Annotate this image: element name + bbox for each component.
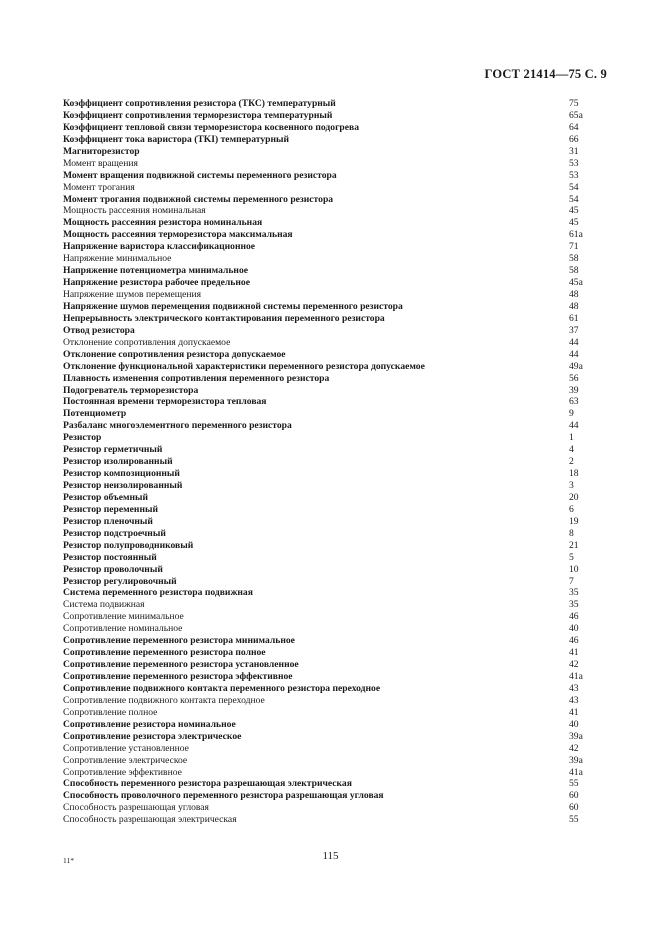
index-term: Резистор герметичный <box>63 444 163 456</box>
index-term: Сопротивление переменного резистора установленное <box>63 659 299 671</box>
index-entry <box>63 444 623 456</box>
index-term: Отклонение сопротивления допускаемое <box>63 336 231 348</box>
index-term: Отклонение функциональной характеристики переменного резистора допускаемое <box>63 360 425 372</box>
index-ref-number: 40 <box>569 623 579 635</box>
term-index-list <box>63 98 623 826</box>
index-term: Резистор регулировочный <box>63 575 177 587</box>
index-term: Потенциометр <box>63 408 127 420</box>
index-ref-number: 8 <box>569 527 574 539</box>
index-entry <box>63 265 623 277</box>
index-term: Резистор неизолированный <box>63 480 183 491</box>
index-ref-number: 44 <box>569 336 579 348</box>
index-entry <box>63 289 623 301</box>
index-entry <box>63 194 623 206</box>
index-entry <box>63 408 623 420</box>
index-ref-number: 53 <box>569 157 579 169</box>
index-ref-number: 63 <box>569 396 579 408</box>
index-term: Резистор полупроводниковый <box>63 539 194 551</box>
index-ref-number: 49а <box>569 360 583 372</box>
index-ref-number: 61а <box>569 229 583 241</box>
index-term: Резистор подстроечный <box>63 527 166 539</box>
index-entry <box>63 468 623 480</box>
index-ref-number: 41а <box>569 671 583 682</box>
index-entry <box>63 432 623 444</box>
index-ref-number: 55 <box>569 814 579 826</box>
index-ref-number: 54 <box>569 181 579 193</box>
index-term: Сопротивление резистора электрическое <box>63 730 242 742</box>
index-entry <box>63 217 623 229</box>
index-term: Способность переменного резистора разрешающая электрическая <box>63 778 352 790</box>
index-entry <box>63 146 623 158</box>
index-ref-number: 10 <box>569 563 579 575</box>
index-entry <box>63 456 623 468</box>
index-entry <box>63 158 623 170</box>
index-term: Напряжение потенциометра минимальное <box>63 265 249 277</box>
index-term: Сопротивление переменного резистора минимальное <box>63 635 295 647</box>
index-term: Коэффициент тепловой связи терморезистора косвенного подогрева <box>63 121 359 133</box>
index-term: Магниторезистор <box>63 145 140 157</box>
index-ref-number: 53 <box>569 169 579 181</box>
index-ref-number: 55 <box>569 778 579 790</box>
index-entry <box>63 110 623 122</box>
index-term: Непрерывность электрического контактирования переменного резистора <box>63 312 385 324</box>
index-ref-number: 44 <box>569 348 579 360</box>
index-entry <box>63 98 623 110</box>
index-ref-number: 7 <box>569 575 574 587</box>
index-ref-number: 3 <box>569 480 574 491</box>
index-ref-number: 41 <box>569 706 579 718</box>
index-ref-number: 35 <box>569 587 579 599</box>
index-term: Отвод резистора <box>63 324 135 336</box>
index-term: Способность разрешающая электрическая <box>63 814 237 826</box>
index-ref-number: 58 <box>569 253 579 265</box>
index-ref-number: 44 <box>569 420 579 432</box>
index-entry <box>63 695 623 707</box>
index-term: Резистор композиционный <box>63 468 180 480</box>
index-entry <box>63 385 623 397</box>
index-entry <box>63 253 623 265</box>
index-term: Сопротивление переменного резистора эффективное <box>63 671 293 682</box>
index-entry <box>63 396 623 408</box>
index-entry <box>63 134 623 146</box>
index-ref-number: 46 <box>569 611 579 623</box>
index-ref-number: 42 <box>569 742 579 754</box>
index-entry <box>63 814 623 826</box>
index-entry <box>63 205 623 217</box>
index-entry <box>63 635 623 647</box>
index-ref-number: 31 <box>569 145 579 157</box>
page-header: ГОСТ 21414—75 С. 9 <box>484 67 607 81</box>
index-term: Сопротивление установленное <box>63 742 189 754</box>
index-term: Резистор постоянный <box>63 551 157 563</box>
index-term: Резистор переменный <box>63 503 158 515</box>
index-ref-number: 43 <box>569 682 579 694</box>
signature-mark: 11* <box>63 856 74 865</box>
index-entry <box>63 420 623 432</box>
index-term: Сопротивление эффективное <box>63 766 182 778</box>
index-entry <box>63 552 623 564</box>
index-entry <box>63 731 623 743</box>
index-term: Система подвижная <box>63 599 145 611</box>
index-entry <box>63 611 623 623</box>
index-ref-number: 37 <box>569 324 579 336</box>
index-term: Сопротивление электрическое <box>63 754 188 766</box>
index-term: Мощность рассеяния терморезистора максимальная <box>63 229 293 241</box>
index-term: Момент трогания подвижной системы переменного резистора <box>63 193 334 205</box>
index-ref-number: 41 <box>569 647 579 659</box>
index-entry <box>63 229 623 241</box>
index-ref-number: 18 <box>569 468 579 480</box>
index-entry <box>63 301 623 313</box>
index-entry <box>63 790 623 802</box>
index-ref-number: 54 <box>569 193 579 205</box>
index-term: Сопротивление номинальное <box>63 623 183 635</box>
index-ref-number: 4 <box>569 444 574 456</box>
index-ref-number: 48 <box>569 289 579 300</box>
index-term: Сопротивление подвижного контакта переменного резистора переходное <box>63 682 381 694</box>
index-entry <box>63 576 623 588</box>
index-entry <box>63 599 623 611</box>
index-ref-number: 42 <box>569 659 579 671</box>
index-term: Сопротивление резистора номинальное <box>63 718 236 730</box>
index-term: Мощность рассеяния номинальная <box>63 205 206 217</box>
index-term: Коэффициент сопротивления терморезистора температурный <box>63 109 333 121</box>
index-entry <box>63 170 623 182</box>
index-entry <box>63 277 623 289</box>
index-entry <box>63 707 623 719</box>
index-entry <box>63 755 623 767</box>
index-entry <box>63 647 623 659</box>
index-term: Резистор изолированный <box>63 456 173 468</box>
index-entry <box>63 325 623 337</box>
index-ref-number: 75 <box>569 98 579 109</box>
index-entry <box>63 778 623 790</box>
index-entry <box>63 743 623 755</box>
index-entry <box>63 349 623 361</box>
index-entry <box>63 492 623 504</box>
index-term: Момент вращения <box>63 157 138 169</box>
index-term: Подогреватель терморезистора <box>63 384 199 396</box>
index-term: Способность разрешающая угловая <box>63 802 209 814</box>
index-entry <box>63 623 623 635</box>
index-ref-number: 46 <box>569 635 579 647</box>
index-entry <box>63 373 623 385</box>
index-entry <box>63 719 623 731</box>
index-entry <box>63 671 623 683</box>
index-term: Сопротивление подвижного контакта переходное <box>63 694 265 706</box>
index-term: Момент вращения подвижной системы переменного резистора <box>63 169 337 181</box>
index-ref-number: 5 <box>569 551 574 563</box>
index-ref-number: 61 <box>569 312 579 324</box>
index-term: Резистор объемный <box>63 491 149 503</box>
index-term: Плавность изменения сопротивления переменного резистора <box>63 372 330 384</box>
index-ref-number: 20 <box>569 491 579 503</box>
index-ref-number: 6 <box>569 503 574 515</box>
index-entry <box>63 659 623 671</box>
index-term: Сопротивление переменного резистора полное <box>63 647 266 659</box>
index-ref-number: 39а <box>569 730 583 742</box>
index-ref-number: 71 <box>569 241 579 253</box>
index-ref-number: 56 <box>569 372 579 384</box>
index-term: Коэффициент тока варистора (TKI) температурный <box>63 133 290 145</box>
index-term: Постоянная времени терморезистора тепловая <box>63 396 267 408</box>
index-term: Мощность рассеяния резистора номинальная <box>63 217 263 229</box>
index-term: Резистор проволочный <box>63 563 163 575</box>
index-entry <box>63 767 623 779</box>
index-ref-number: 40 <box>569 718 579 730</box>
index-ref-number: 43 <box>569 694 579 706</box>
index-entry <box>63 516 623 528</box>
index-ref-number: 60 <box>569 802 579 814</box>
index-ref-number: 41а <box>569 766 583 778</box>
index-term: Сопротивление минимальное <box>63 611 184 623</box>
index-ref-number: 48 <box>569 300 579 312</box>
index-ref-number: 2 <box>569 456 574 468</box>
index-entry <box>63 587 623 599</box>
index-ref-number: 35 <box>569 599 579 611</box>
index-term: Система переменного резистора подвижная <box>63 587 253 599</box>
index-entry <box>63 564 623 576</box>
index-entry <box>63 528 623 540</box>
index-entry <box>63 480 623 492</box>
index-ref-number: 65а <box>569 109 583 121</box>
index-term: Момент трогания <box>63 181 135 193</box>
index-term: Разбаланс многоэлементного переменного резистора <box>63 420 292 432</box>
index-ref-number: 21 <box>569 539 579 551</box>
index-entry <box>63 683 623 695</box>
index-ref-number: 58 <box>569 265 579 277</box>
index-term: Коэффициент сопротивления резистора (ТКС) температурный <box>63 98 336 109</box>
index-ref-number: 66 <box>569 133 579 145</box>
index-entry <box>63 313 623 325</box>
index-term: Сопротивление полное <box>63 706 158 718</box>
index-ref-number: 45 <box>569 217 579 229</box>
index-term: Напряжение шумов перемещения подвижной системы переменного резистора <box>63 300 403 312</box>
index-ref-number: 60 <box>569 790 579 802</box>
index-entry <box>63 122 623 134</box>
index-term: Резистор <box>63 432 102 444</box>
index-entry <box>63 802 623 814</box>
index-term: Способность проволочного переменного резистора разрешающая угловая <box>63 790 384 802</box>
index-term: Напряжение шумов перемещения <box>63 289 202 300</box>
index-ref-number: 39 <box>569 384 579 396</box>
index-term: Отклонение сопротивления резистора допускаемое <box>63 348 286 360</box>
page-number: 115 <box>322 850 339 862</box>
index-ref-number: 45 <box>569 205 579 217</box>
index-entry <box>63 241 623 253</box>
index-term: Напряжение минимальное <box>63 253 172 265</box>
index-entry <box>63 504 623 516</box>
index-ref-number: 64 <box>569 121 579 133</box>
index-term: Напряжение резистора рабочее предельное <box>63 277 250 289</box>
index-ref-number: 19 <box>569 515 579 527</box>
index-ref-number: 39а <box>569 754 583 766</box>
index-entry <box>63 337 623 349</box>
index-ref-number: 1 <box>569 432 574 444</box>
index-entry <box>63 540 623 552</box>
index-entry <box>63 361 623 373</box>
index-term: Резистор пленочный <box>63 515 153 527</box>
index-term: Напряжение варистора классификационное <box>63 241 256 253</box>
index-ref-number: 45а <box>569 277 583 289</box>
index-entry <box>63 182 623 194</box>
index-ref-number: 9 <box>569 408 574 420</box>
